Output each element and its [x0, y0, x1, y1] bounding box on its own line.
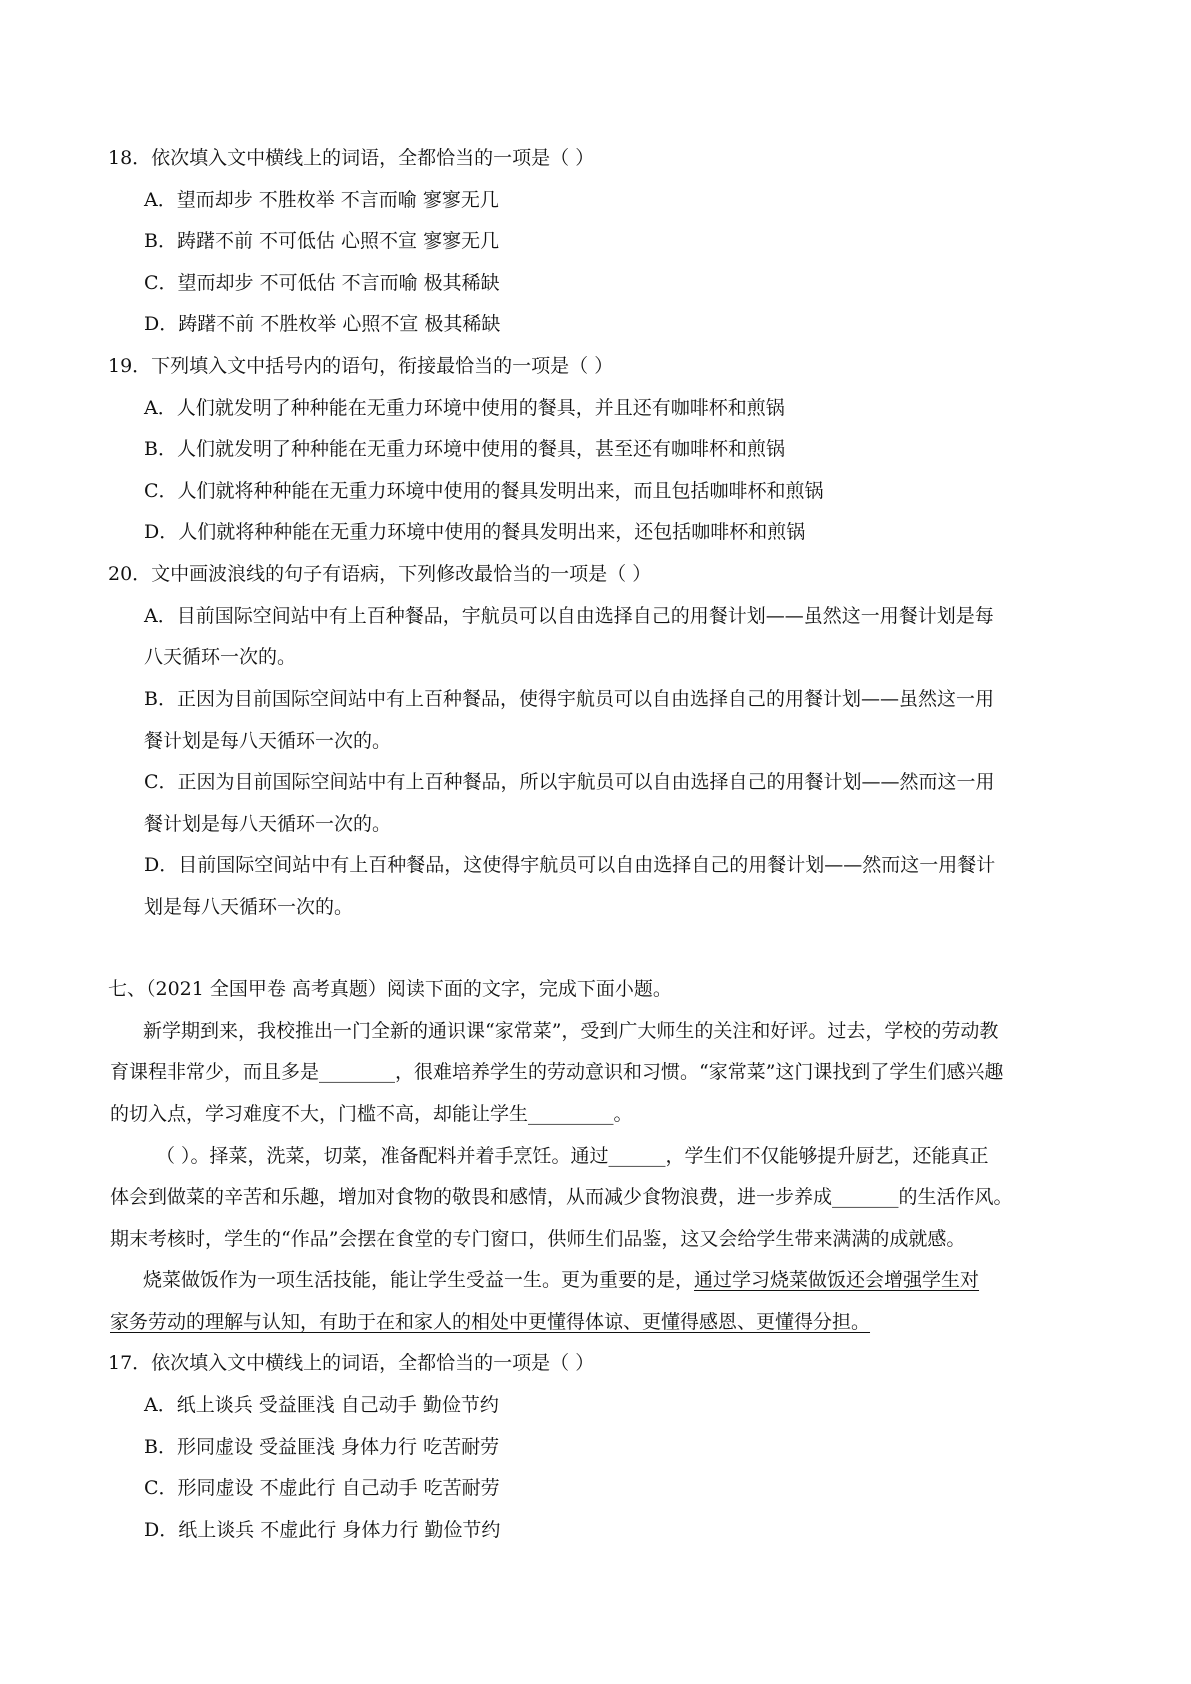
q20-stem: 20．文中画波浪线的句子有语病，下列修改最恰当的一项是（ ） [108, 563, 652, 585]
q20-option-c-line1: C．正因为目前国际空间站中有上百种餐品，所以宇航员可以自由选择自己的用餐计划——然而这一用 [144, 771, 995, 793]
q19-option-c: C．人们就将种种能在无重力环境中使用的餐具发明出来，而且包括咖啡杯和煎锅 [144, 480, 824, 502]
wavy-sentence-part2: 家务劳动的理解与认知，有助于在和家人的相处中更懂得体谅、更懂得感恩、更懂得分担。 [110, 1311, 871, 1333]
q19-option-b: B．人们就发明了种种能在无重力环境中使用的餐具，甚至还有咖啡杯和煎锅 [144, 438, 785, 460]
q20-option-d-line1: D．目前国际空间站中有上百种餐品，这使得宇航员可以自由选择自己的用餐计划——然而这一用餐计 [144, 854, 996, 876]
q17-option-a: A．纸上谈兵 受益匪浅 自己动手 勤俭节约 [144, 1394, 499, 1416]
q17-option-b: B．形同虚设 受益匪浅 身体力行 吃苦耐劳 [144, 1436, 500, 1458]
q18-option-c: C．望而却步 不可低估 不言而喻 极其稀缺 [144, 272, 500, 294]
q20-option-a-line2: 八天循环一次的。 [144, 646, 297, 668]
passage-para1-line1: 新学期到来，我校推出一门全新的通识课“家常菜”，受到广大师生的关注和好评。过去，学校的劳动教 [143, 1020, 999, 1042]
q18-stem: 18．依次填入文中横线上的词语，全都恰当的一项是（ ） [108, 147, 595, 169]
passage-para3-line1 [143, 1267, 979, 1293]
section7-heading: 七、（2021 全国甲卷 高考真题）阅读下面的文字，完成下面小题。 [108, 978, 672, 1000]
passage-para1-line3: 的切入点，学习难度不大，门槛不高，却能让学生_________。 [110, 1103, 633, 1125]
q19-stem: 19．下列填入文中括号内的语句，衔接最恰当的一项是（ ） [108, 355, 614, 377]
q18-option-a: A．望而却步 不胜枚举 不言而喻 寥寥无几 [144, 189, 499, 211]
q20-option-a-line1: A．目前国际空间站中有上百种餐品，宇航员可以自由选择自己的用餐计划——虽然这一用餐计划是每 [144, 605, 994, 627]
q20-option-d-line2: 划是每八天循环一次的。 [144, 896, 354, 918]
q18-option-d: D．踌躇不前 不胜枚举 心照不宣 极其稀缺 [144, 313, 501, 335]
passage-para2-line2: 体会到做菜的辛苦和乐趣，增加对食物的敬畏和感情，从而减少食物浪费，进一步养成_______的生活作风。 [110, 1186, 1013, 1208]
passage-para2-line1: （ ）。择菜，洗菜，切菜，准备配料并着手烹饪。通过______，学生们不仅能够提升厨艺，还能真正 [156, 1145, 989, 1167]
q19-option-d: D．人们就将种种能在无重力环境中使用的餐具发明出来，还包括咖啡杯和煎锅 [144, 521, 806, 543]
q18-option-b: B．踌躇不前 不可低估 心照不宣 寥寥无几 [144, 230, 500, 252]
q20-option-c-line2: 餐计划是每八天循环一次的。 [144, 813, 392, 835]
passage-para3-line2 [110, 1309, 870, 1335]
q17-option-c: C．形同虚设 不虚此行 自己动手 吃苦耐劳 [144, 1477, 500, 1499]
q20-option-b-line2: 餐计划是每八天循环一次的。 [144, 730, 392, 752]
passage-para1-line2: 育课程非常少，而且多是________，很难培养学生的劳动意识和习惯。“家常菜”这门课找到了学生们感兴趣 [110, 1061, 1004, 1083]
passage-para2-line3: 期末考核时，学生的“作品”会摆在食堂的专门窗口，供师生们品鉴，这又会给学生带来满满的成就感。 [110, 1228, 966, 1250]
q20-option-b-line1: B．正因为目前国际空间站中有上百种餐品，使得宇航员可以自由选择自己的用餐计划——虽然这一用 [144, 688, 994, 710]
wavy-sentence-part1: 通过学习烧菜做饭还会增强学生对 [694, 1269, 980, 1291]
q17-option-d: D．纸上谈兵 不虚此行 身体力行 勤俭节约 [144, 1519, 501, 1541]
q19-option-a: A．人们就发明了种种能在无重力环境中使用的餐具，并且还有咖啡杯和煎锅 [144, 397, 785, 419]
q17-stem: 17．依次填入文中横线上的词语，全都恰当的一项是（ ） [108, 1352, 595, 1374]
passage-para3-text: 烧菜做饭作为一项生活技能，能让学生受益一生。更为重要的是， [143, 1269, 695, 1291]
